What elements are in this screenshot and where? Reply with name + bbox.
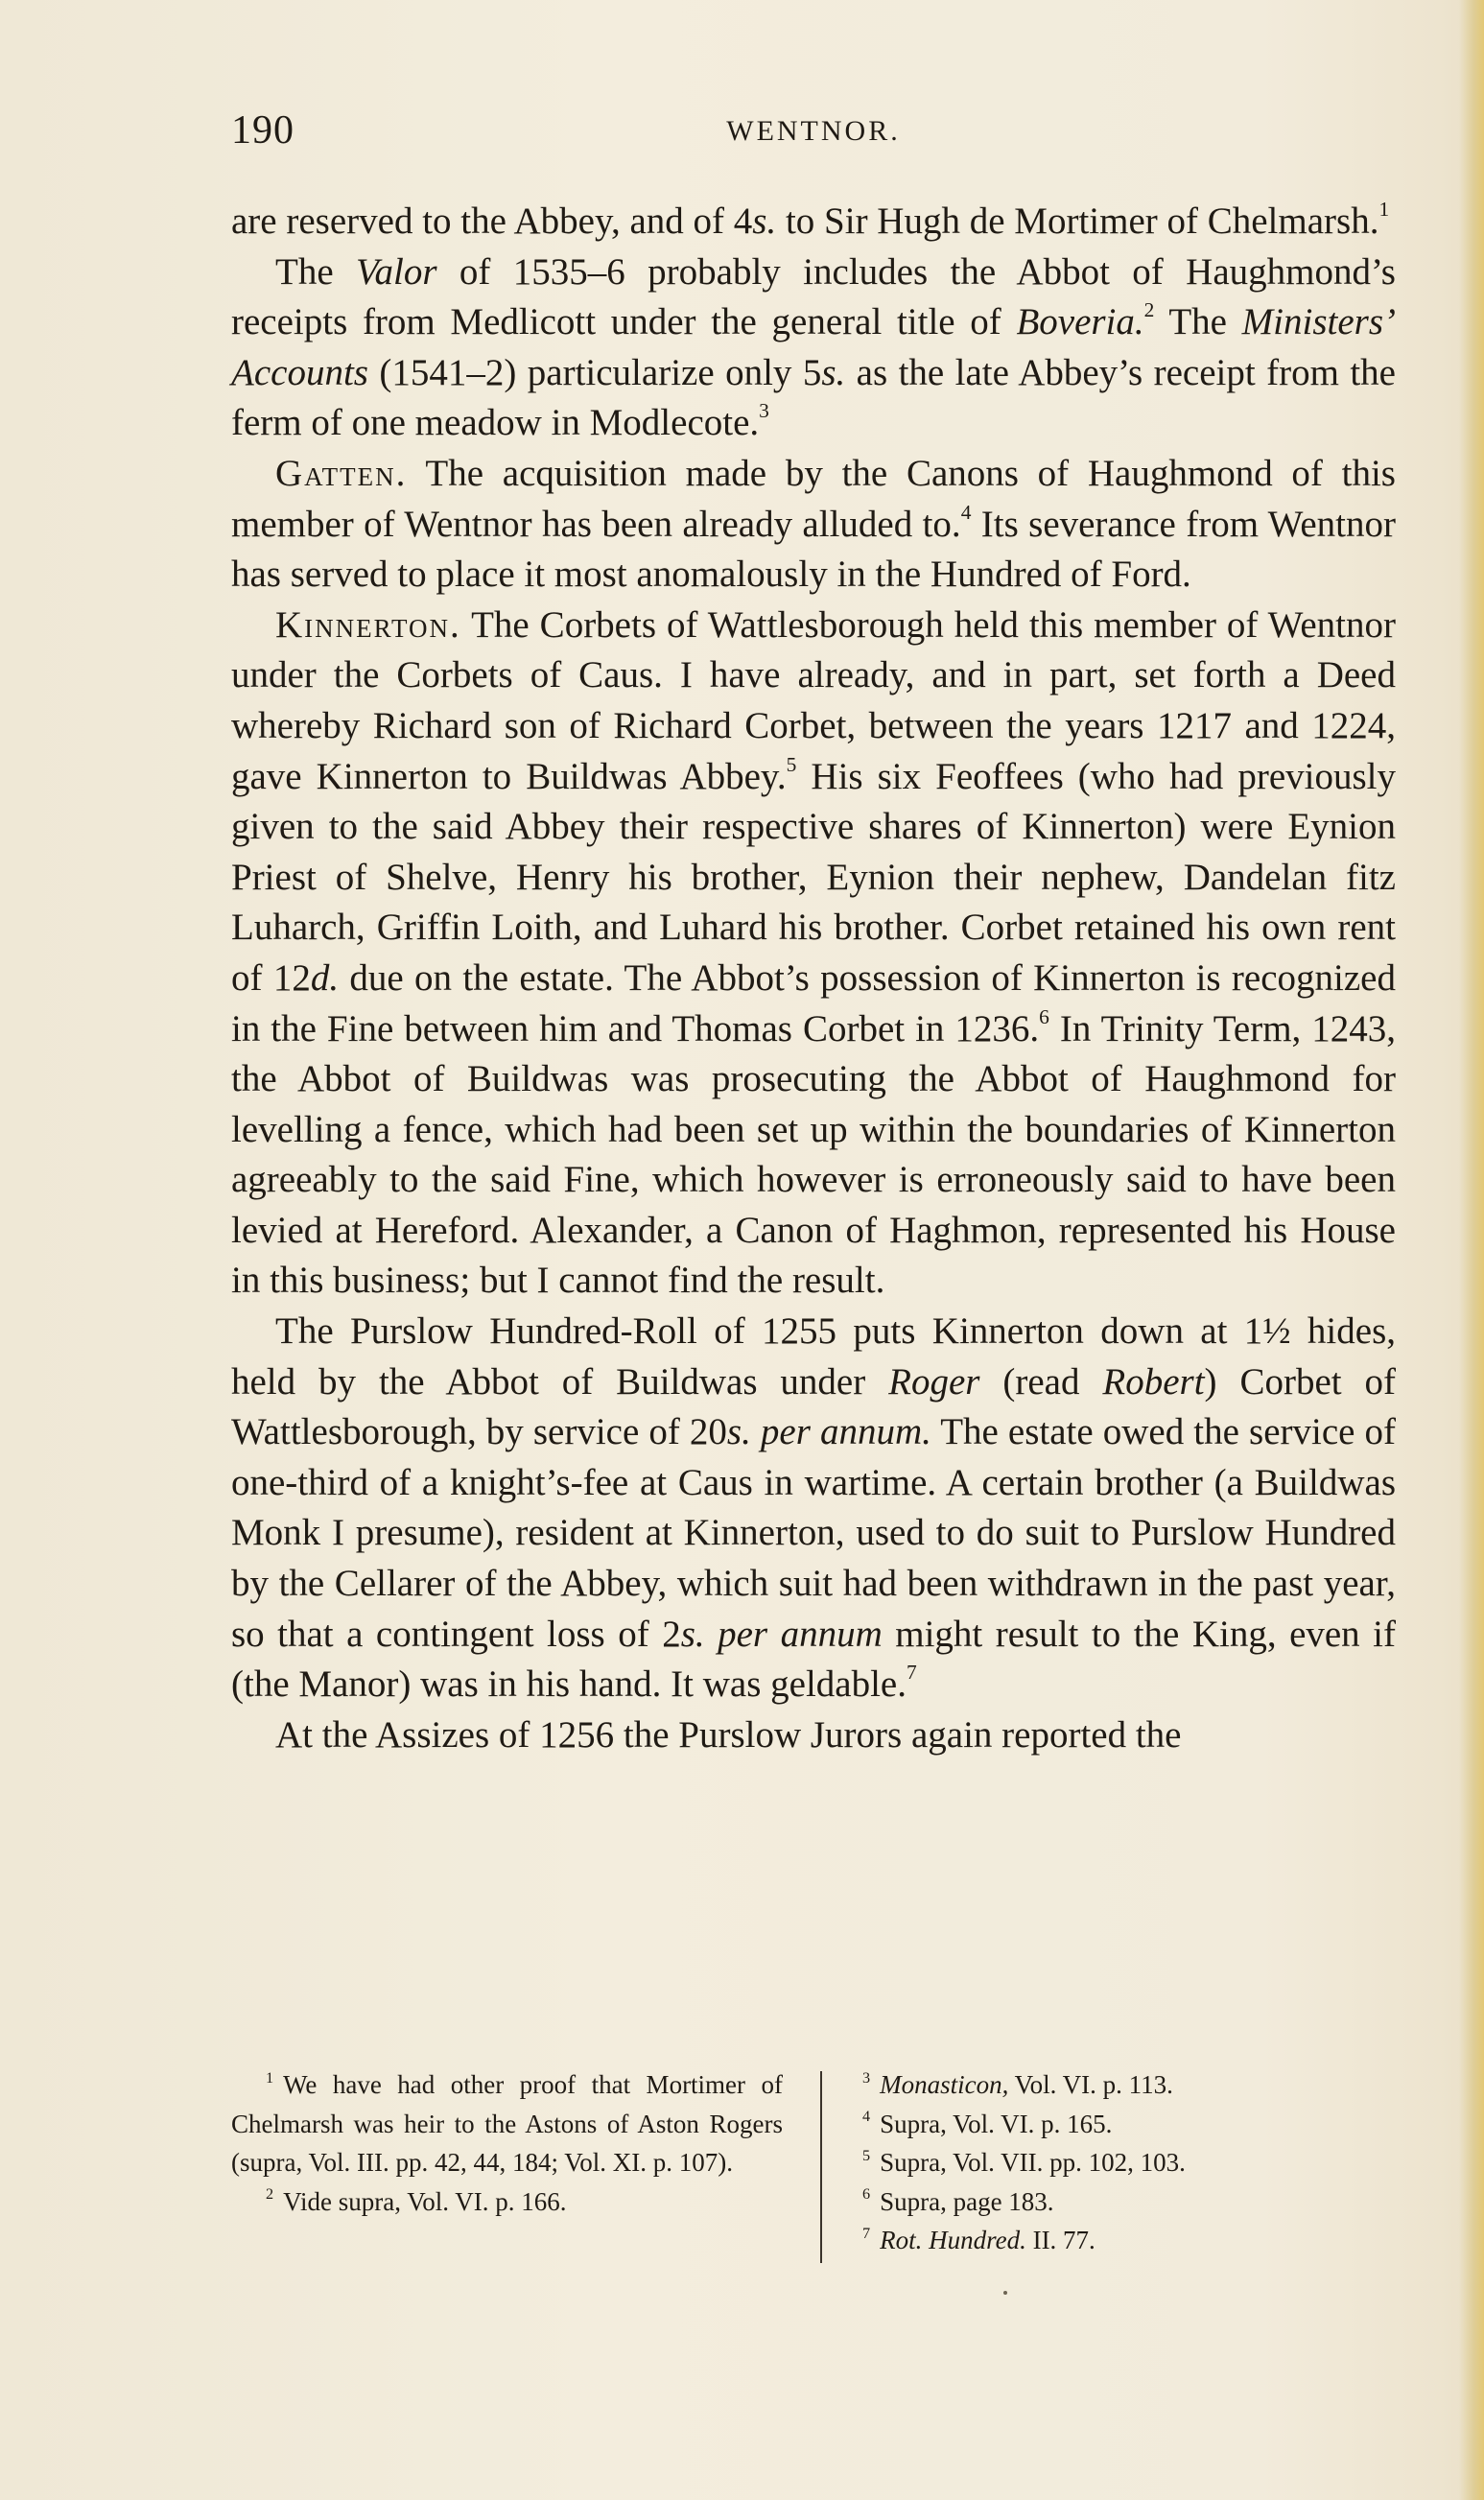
section-heading-gatten: Gatten. (275, 452, 408, 494)
footnotes-right-column (857, 2065, 1394, 2260)
paragraph-kinnerton: Kinnerton. The Corbets of Wattlesborough held this member of Wentnor under the Corbets of Caus. I have already, and in part, set forth a Deed whereby Richard son of Richard Corbet, between the years 1217 and 1224, gave Kinnerton to Buildwas Abbey.$^5$ His six Feoffees (who had previously given to the said Abbey their respective shares of Kinnerton) were Eynion Priest of Shelve, Henry his brother, Eynion their nephew, Dandelan fitz Luharch, Griffin Loith, and Luhard his brother. Corbet retained his own rent of 12d. due on the estate. The Abbot’s possession of Kinnerton is recognized in the Fine between him and Thomas Corbet in 1236.$^6$ In Trinity Term, 1243, the Abbot of Buildwas was prosecuting the Abbot of Haughmond for levelling a fence, which had been set up within the boundaries of Kinnerton agreeably to the said Fine, which however is erroneously said to have been levied at Hereford. Alexander, a Canon of Haghmon, represented his House in this business; but I cannot find the result. (231, 603, 1396, 1302)
paragraph-gatten: Gatten. The acquisition made by the Canons of Haughmond of this member of Wentnor has been already alluded to.$^4$ Its severance from Wentnor has served to place it most anomalously in the Hundred of Ford. (231, 452, 1397, 596)
footnote-2: $^2$ Vide supra, Vol. VI. p. 166. (266, 2185, 567, 2216)
paragraph-2: The Valor of 1535–6 probably includes the Abbot of Haughmond’s receipts from Medlicott under the general title of Boveria.$^2$ The Ministers’ Accounts (1541–2) particularize only 5s. as the late Abbey’s receipt from the ferm of one meadow in Modlecote.$^3$ (231, 250, 1396, 444)
main-text (231, 197, 1396, 1760)
footnote-ref-7: 7 (906, 1661, 917, 1684)
paragraph-hundred-roll: The Purslow Hundred-Roll of 1255 puts Kinnerton down at 1½ hides, held by the Abbot of Buildwas under Roger (read Robert) Corbet of Wattlesborough, by service of 20s. per annum. The estate owed the service of one-third of a knight’s-fee at Caus in wartime. A certain brother (a Buildwas Monk I presume), resident at Kinnerton, used to do suit to Purslow Hundred by the Cellarer of the Abbey, which suit had been withdrawn in the past year, so that a contingent loss of 2s. per annum might result to the King, even if (the Manor) was in his hand. It was geldable.$^7$ (231, 1310, 1396, 1706)
footnote-ref-3: 3 (759, 399, 769, 423)
footnote-ref-5: 5 (786, 752, 797, 776)
section-heading-kinnerton: Kinnerton. (275, 603, 461, 646)
page-number: 190 (231, 108, 294, 153)
footnote-5: $^5$ Supra, Vol. VII. pp. 102, 103. (862, 2146, 1186, 2177)
footnote-ref-6: 6 (1039, 1004, 1049, 1028)
footnote-ref-2: 2 (1143, 297, 1155, 321)
footnote-6: $^6$ Supra, page 183. (862, 2185, 1054, 2216)
running-head: WENTNOR. (726, 115, 901, 147)
footnote-4: $^4$ Supra, Vol. VI. p. 165. (862, 2108, 1113, 2138)
footnote-3: $^3$ Monasticon, Vol. VI. p. 113. (862, 2068, 1173, 2099)
page-header (231, 107, 1396, 165)
footnote-7: $^7$ Rot. Hundred. II. 77. (862, 2224, 1095, 2254)
footnotes-left-column (231, 2065, 783, 2221)
paragraph-assizes: At the Assizes of 1256 the Purslow Jurors again reported the (275, 1713, 1182, 1756)
footnote-ref-4: 4 (960, 500, 972, 524)
page-edge-shadow (1459, 0, 1484, 2500)
footnote-ref-1: 1 (1378, 197, 1390, 221)
footnotes (231, 2065, 1396, 2276)
paragraph-1: are reserved to the Abbey, and of 4s. to Sir Hugh de Mortimer of Chelmarsh.$^1$ (231, 197, 1390, 242)
print-speck (1003, 2291, 1007, 2295)
footnote-1: $^1$ We have had other proof that Mortimer of Chelmarsh was heir to the Astons of Aston Rogers (supra, Vol. III. pp. 42, 44, 184; Vol. XI. p. 107). (231, 2068, 783, 2177)
footnote-column-divider (820, 2071, 822, 2263)
